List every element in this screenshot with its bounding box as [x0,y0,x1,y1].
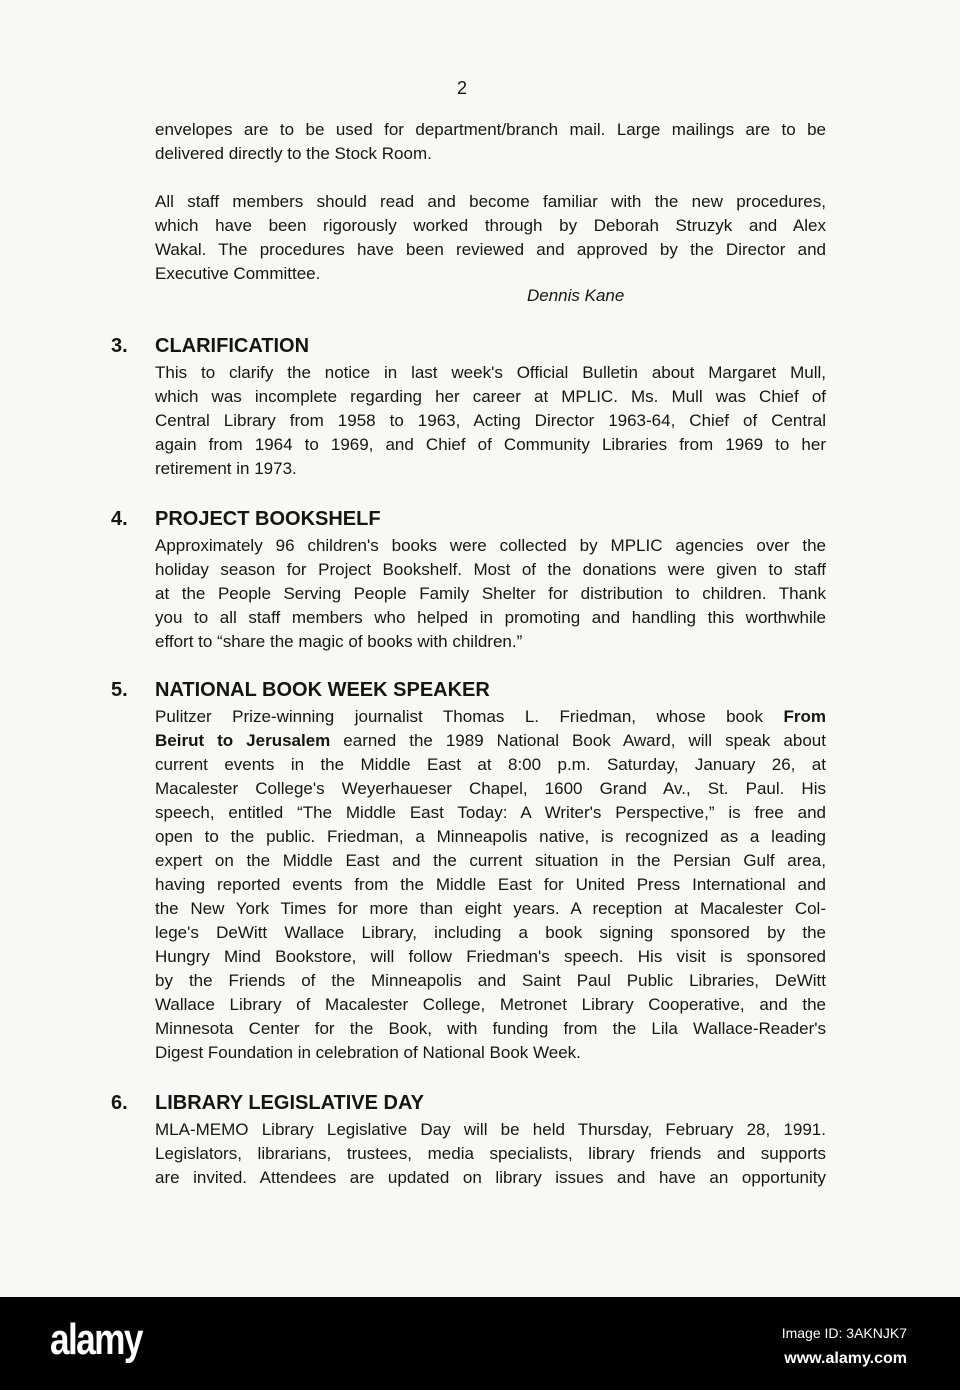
section-heading [111,1092,424,1115]
text-line [155,729,826,753]
text-line: envelopes are to be used for department/branch mail. Large mailings are to be [155,120,826,139]
section-title: LIBRARY LEGISLATIVE DAY [155,1092,424,1114]
text-line: All staff members should read and become familiar with the new procedures, [155,192,826,211]
text-line [155,705,826,729]
text-line: are invited. Attendees are updated on library issues and have an opportunity [155,1168,826,1187]
text-line: open to the public. Friedman, a Minneapolis native, is recognized as a leading [155,827,826,846]
section-body [155,705,826,1065]
section-heading [111,679,490,702]
text-line: holiday season for Project Bookshelf. Most of the donations were given to staff [155,560,826,579]
section-body [155,361,826,481]
text-line: Legislators, librarians, trustees, media specialists, library friends and supports [155,1144,826,1163]
section-heading [111,335,309,358]
text-line: the New York Times for more than eight years. A reception at Macalester Col- [155,899,826,918]
text-line: Wakal. The procedures have been reviewed and approved by the Director and [155,240,826,259]
text-line: you to all staff members who helped in promoting and handling this worthwhile [155,608,826,627]
image-id: Image ID: 3AKNJK7 [781,1325,907,1341]
text-segment: earned the 1989 National Book Award, will speak about [330,731,826,750]
text-line: Approximately 96 children's books were collected by MPLIC agencies over the [155,536,826,555]
text-line: having reported events from the Middle East for United Press International and [155,875,826,894]
watermark-url: www.alamy.com [784,1350,907,1367]
book-title: From [783,707,826,726]
section-heading [111,508,381,531]
text-line: Minnesota Center for the Book, with funding from the Lila Wallace-Reader's [155,1019,826,1038]
text-line: current events in the Middle East at 8:00 p.m. Saturday, January 26, at [155,755,826,774]
text-line: speech, entitled “The Middle East Today: A Writer's Perspective,” is free and [155,803,826,822]
section-body [155,1118,826,1190]
text-line: Macalester College's Weyerhaueser Chapel, 1600 Grand Av., St. Paul. His [155,779,826,798]
text-line: which have been rigorously worked through by Deborah Struzyk and Alex [155,216,826,235]
intro-paragraph-2 [155,190,826,286]
section-body [155,534,826,654]
text-line: Digest Foundation in celebration of National Book Week. [155,1043,581,1062]
page-number: 2 [457,78,468,98]
text-line: Hungry Mind Bookstore, will follow Friedman's speech. His visit is sponsored [155,947,826,966]
section-title: CLARIFICATION [155,335,310,357]
text-line: which was incomplete regarding her career at MPLIC. Ms. Mull was Chief of [155,387,826,406]
text-line: delivered directly to the Stock Room. [155,144,432,163]
section-number: 4. [111,508,128,530]
intro-paragraph-1 [155,118,826,166]
signature: Dennis Kane [527,286,625,305]
text-line: again from 1964 to 1969, and Chief of Community Libraries from 1969 to her [155,435,826,454]
text-line: at the People Serving People Family Shelter for distribution to children. Thank [155,584,826,603]
alamy-logo: alamy [50,1315,142,1364]
section-title: PROJECT BOOKSHELF [155,508,381,530]
section-number: 6. [111,1092,128,1114]
section-number: 5. [111,679,128,701]
text-line: expert on the Middle East and the current situation in the Persian Gulf area, [155,851,826,870]
text-line: effort to “share the magic of books with children.” [155,632,523,651]
book-title: Beirut to Jerusalem [155,731,331,750]
section-title: NATIONAL BOOK WEEK SPEAKER [155,679,490,701]
text-line: Wallace Library of Macalester College, Metronet Library Cooperative, and the [155,995,826,1014]
text-segment: Pulitzer Prize-winning journalist Thomas L. Friedman, whose book [155,707,784,726]
text-line: This to clarify the notice in last week's Official Bulletin about Margaret Mull, [155,363,826,382]
text-line: retirement in 1973. [155,459,297,478]
text-line: Executive Committee. [155,264,321,283]
text-line: lege's DeWitt Wallace Library, including a book signing sponsored by the [155,923,826,942]
watermark-bar [0,1297,960,1390]
section-number: 3. [111,335,128,357]
text-line: by the Friends of the Minneapolis and Saint Paul Public Libraries, DeWitt [155,971,826,990]
text-line: MLA-MEMO Library Legislative Day will be held Thursday, February 28, 1991. [155,1120,826,1139]
text-line: Central Library from 1958 to 1963, Acting Director 1963-64, Chief of Central [155,411,826,430]
